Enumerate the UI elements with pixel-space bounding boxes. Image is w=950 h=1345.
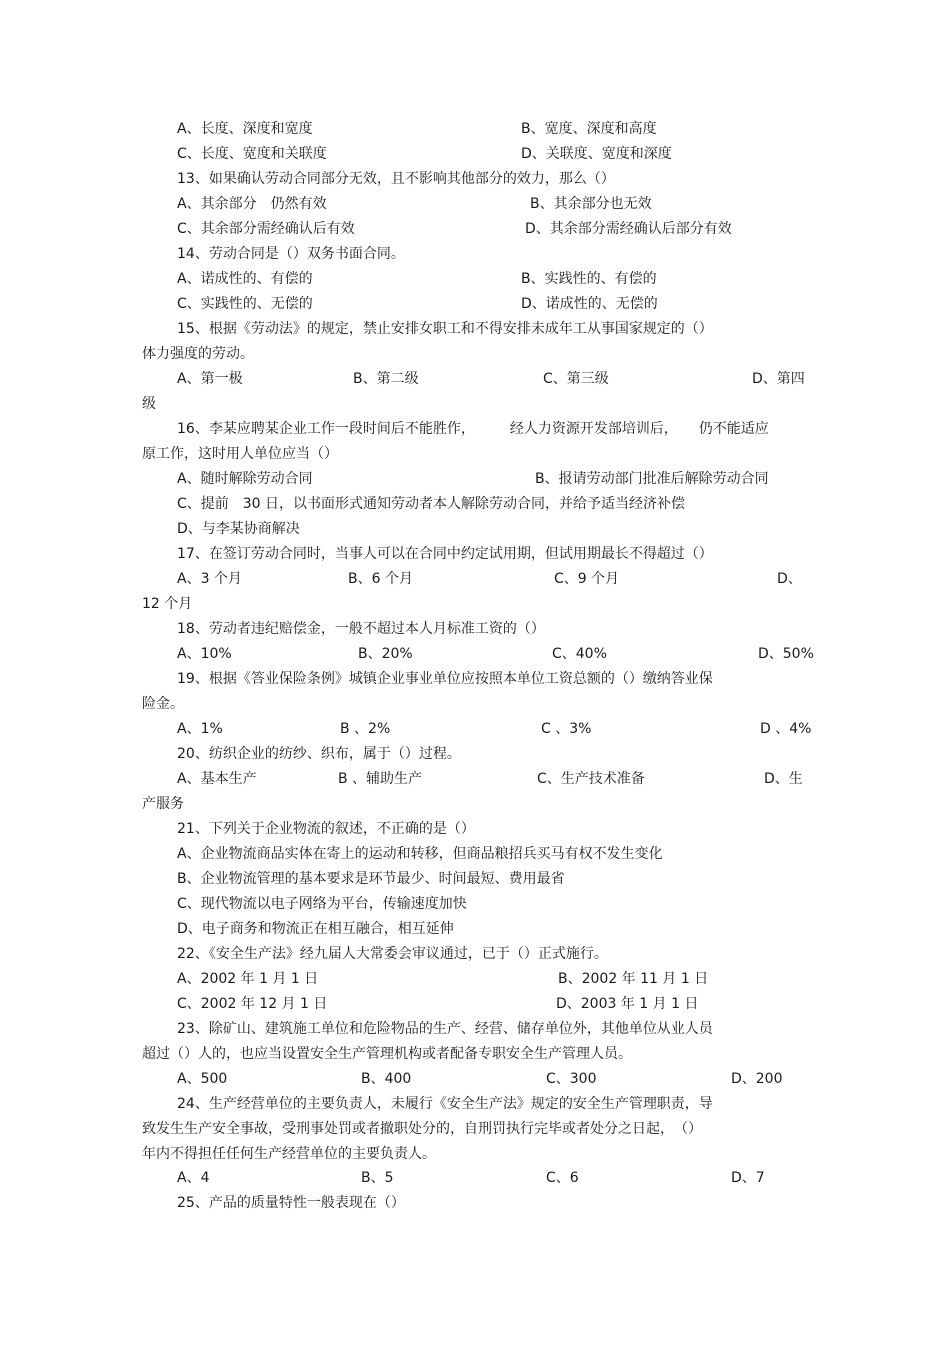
option-d: D、50% — [758, 646, 814, 662]
option-d: D 、4% — [760, 721, 812, 737]
option-a: A、诺成性的、有偿的 — [177, 271, 313, 287]
question-17: 17、在签订劳动合同时，当事人可以在合同中约定试用期，但试用期最长不得超过（） — [177, 546, 713, 562]
option-b: B、20% — [358, 646, 413, 662]
option-a: A、基本生产 — [177, 771, 257, 787]
option-c: C、实践性的、无偿的 — [177, 296, 313, 312]
option-a: A、2002 年 1 月 1 日 — [177, 971, 319, 987]
option-a: A、第一极 — [177, 371, 243, 387]
option-b: B、宽度、深度和高度 — [521, 121, 657, 137]
option-d: D、与李某协商解决 — [177, 521, 300, 537]
option-b: B、6 个月 — [348, 571, 413, 587]
option-a: A、其余部分 仍然有效 — [177, 196, 327, 212]
option-c: C、300 — [546, 1071, 597, 1087]
option-c: C、长度、宽度和关联度 — [177, 146, 327, 162]
question-20: 20、纺织企业的纺纱、织布，属于（）过程。 — [177, 746, 461, 762]
option-a: A、随时解除劳动合同 — [177, 471, 313, 487]
option-a: A、4 — [177, 1170, 210, 1186]
option-c: C、9 个月 — [554, 571, 620, 587]
option-d-cont: 产服务 — [142, 796, 184, 812]
option-a: A、10% — [177, 646, 232, 662]
option-c: C 、3% — [541, 721, 592, 737]
option-c: C、提前 30 日，以书面形式通知劳动者本人解除劳动合同，并给予适当经济补偿 — [177, 496, 686, 512]
option-d: D、 — [777, 571, 802, 587]
question-14: 14、劳动合同是（）双务书面合同。 — [177, 246, 405, 262]
option-b: B 、2% — [340, 721, 391, 737]
option-b: B、报请劳动部门批准后解除劳动合同 — [535, 471, 769, 487]
question-24-cont: 致发生生产安全事故，受刑事处罚或者撤职处分的，自刑罚执行完毕或者处分之日起， （） — [142, 1121, 702, 1137]
question-16: 16、李某应聘某企业工作一段时间后不能胜作， 经人力资源开发部培训后， 仍不能适应 — [177, 421, 769, 437]
question-24: 24、生产经营单位的主要负责人，未履行《安全生产法》规定的安全生产管理职责，导 — [177, 1096, 713, 1112]
question-24-cont: 年内不得担任任何生产经营单位的主要负责人。 — [142, 1146, 436, 1162]
option-d-cont: 12 个月 — [142, 596, 193, 612]
option-a: A、3 个月 — [177, 571, 242, 587]
option-c: C、其余部分需经确认后有效 — [177, 221, 355, 237]
question-13: 13、如果确认劳动合同部分无效，且不影响其他部分的效力，那么（） — [177, 171, 615, 187]
option-b: B、企业物流管理的基本要求是环节最少、时间最短、费用最省 — [177, 871, 565, 887]
question-23-cont: 超过（）人的，也应当设置安全生产管理机构或者配备专职安全生产管理人员。 — [142, 1046, 632, 1062]
option-b: B、第二级 — [353, 371, 419, 387]
option-d: D、其余部分需经确认后部分有效 — [525, 221, 732, 237]
option-b: B、5 — [361, 1170, 394, 1186]
question-16-cont: 原工作，这时用人单位应当（） — [142, 446, 338, 462]
option-d: D、诺成性的、无偿的 — [521, 296, 658, 312]
option-c: C、第三级 — [543, 371, 609, 387]
question-19-cont: 险金。 — [142, 696, 184, 712]
option-a: A、1% — [177, 721, 223, 737]
option-c: C、2002 年 12 月 1 日 — [177, 996, 328, 1012]
option-d-cont: 级 — [142, 396, 156, 412]
option-d: D、第四 — [752, 371, 805, 387]
option-d: D、2003 年 1 月 1 日 — [556, 996, 699, 1012]
question-15: 15、根据《劳动法》的规定，禁止安排女职工和不得安排未成年工从事国家规定的（） — [177, 321, 713, 337]
question-21: 21、下列关于企业物流的叙述，不正确的是（） — [177, 821, 475, 837]
option-c: C、40% — [552, 646, 607, 662]
option-d: D、关联度、宽度和深度 — [521, 146, 672, 162]
option-c: C、现代物流以电子网络为平台，传输速度加快 — [177, 896, 467, 912]
option-b: B、2002 年 11 月 1 日 — [558, 971, 709, 987]
option-a: A、企业物流商品实体在寄上的运动和转移，但商品粮招兵买马有权不发生变化 — [177, 846, 663, 862]
option-a: A、长度、深度和宽度 — [177, 121, 313, 137]
option-c: C、生产技术准备 — [537, 771, 645, 787]
question-22: 22、《安全生产法》经九届人大常委会审议通过，已于（）正式施行。 — [177, 946, 608, 962]
question-15-cont: 体力强度的劳动。 — [142, 346, 254, 362]
option-d: D、生 — [764, 771, 803, 787]
option-b: B、其余部分也无效 — [530, 196, 652, 212]
option-a: A、500 — [177, 1071, 228, 1087]
option-b: B、400 — [361, 1071, 412, 1087]
option-b: B 、辅助生产 — [338, 771, 423, 787]
question-18: 18、劳动者违纪赔偿金，一般不超过本人月标准工资的（） — [177, 621, 545, 637]
question-25: 25、产品的质量特性一般表现在（） — [177, 1195, 405, 1211]
question-19: 19、根据《答业保险条例》城镇企业事业单位应按照本单位工资总额的（）缴纳答业保 — [177, 671, 713, 687]
option-d: D、7 — [731, 1170, 765, 1186]
question-23: 23、除矿山、建筑施工单位和危险物品的生产、经营、储存单位外，其他单位从业人员 — [177, 1021, 713, 1037]
option-d: D、电子商务和物流正在相互融合，相互延伸 — [177, 921, 454, 937]
option-b: B、实践性的、有偿的 — [521, 271, 657, 287]
option-d: D、200 — [731, 1071, 783, 1087]
option-c: C、6 — [546, 1170, 579, 1186]
